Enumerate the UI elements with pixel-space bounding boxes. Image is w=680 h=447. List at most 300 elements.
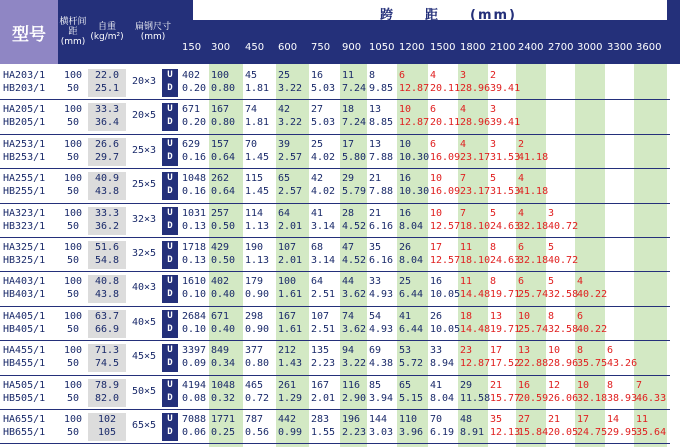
uniform-load: 13 — [518, 345, 531, 357]
model-name: HA323/1 HB323/1 — [3, 207, 46, 232]
uniform-load: 196 — [342, 414, 361, 425]
bar-pitch: 100 50 — [63, 70, 83, 94]
deflection: 1.45 — [245, 151, 270, 163]
deflection: 6.19 — [430, 427, 455, 438]
uniform-load: 849 — [211, 345, 230, 357]
deflection: 1.55 — [311, 427, 336, 438]
uniform-load: 64 — [311, 276, 324, 288]
ud-marker: U D — [162, 69, 178, 97]
deflection: 28.96 — [460, 83, 491, 94]
deflection: 5.72 — [399, 358, 424, 370]
ud-marker: U D — [162, 344, 178, 372]
deflection: 15.84 — [518, 427, 549, 438]
deflection: 8.04 — [399, 255, 424, 266]
uniform-load: 7 — [636, 379, 643, 391]
uniform-load: 33 — [430, 345, 443, 357]
deflection: 0.99 — [278, 427, 303, 438]
deflection: 12.87 — [399, 117, 430, 129]
uniform-load: 16 — [311, 70, 324, 81]
self-weight: 26.6 29.7 — [88, 138, 126, 166]
deflection: 2.90 — [342, 392, 367, 404]
ud-marker: U D — [162, 310, 178, 338]
uniform-load: 167 — [278, 310, 297, 322]
span-value: 1050 — [369, 42, 395, 53]
deflection: 5.79 — [342, 186, 367, 198]
deflection: 28.96 — [460, 117, 491, 129]
model-name: HA405/1 HB405/1 — [3, 310, 46, 335]
row-divider — [0, 271, 670, 272]
deflection: 0.20 — [182, 83, 207, 94]
deflection: 1.61 — [278, 289, 303, 301]
deflection: 12.57 — [430, 255, 461, 266]
span-value: 1500 — [430, 42, 456, 53]
uniform-load: 5 — [548, 242, 555, 253]
uniform-load: 465 — [245, 379, 264, 391]
uniform-load: 671 — [211, 310, 230, 322]
deflection: 0.16 — [182, 151, 207, 163]
uniform-load: 13 — [369, 138, 382, 150]
uniform-load: 10 — [577, 379, 590, 391]
deflection: 5.03 — [311, 117, 336, 129]
deflection: 0.13 — [182, 255, 207, 266]
uniform-load: 4 — [577, 276, 584, 288]
uniform-load: 11 — [460, 276, 473, 288]
uniform-load: 377 — [245, 345, 264, 357]
uniform-load: 13 — [369, 104, 382, 116]
uniform-load: 25 — [399, 276, 412, 288]
bar-size: 40×3 — [131, 282, 157, 294]
deflection: 8.04 — [399, 220, 424, 232]
pitch-header: 横杆间距 (mm) — [59, 17, 87, 47]
uniform-load: 442 — [278, 414, 297, 425]
model-name: HA255/1 HB255/1 — [3, 173, 46, 198]
deflection: 3.96 — [399, 427, 424, 438]
deflection: 5.03 — [311, 83, 336, 94]
uniform-load: 787 — [245, 414, 264, 425]
uniform-load: 26 — [430, 310, 443, 322]
deflection: 0.90 — [245, 289, 270, 301]
uniform-load: 2 — [518, 138, 525, 150]
deflection: 32.18 — [518, 220, 549, 232]
deflection: 0.13 — [182, 220, 207, 232]
span-value: 750 — [311, 42, 331, 53]
deflection: 18.10 — [460, 255, 491, 266]
deflection: 0.80 — [211, 117, 236, 129]
deflection: 2.01 — [311, 392, 336, 404]
deflection: 0.40 — [211, 289, 236, 301]
uniform-load: 25 — [311, 138, 324, 150]
uniform-load: 70 — [245, 138, 258, 150]
deflection: 29.95 — [607, 427, 638, 438]
row-divider — [0, 99, 670, 100]
span-value: 3300 — [607, 42, 633, 53]
uniform-load: 35 — [369, 242, 382, 253]
deflection: 20.11 — [430, 117, 461, 129]
deflection: 0.09 — [182, 358, 207, 370]
deflection: 32.18 — [577, 392, 608, 404]
bar-pitch: 100 50 — [63, 310, 83, 335]
uniform-load: 8 — [607, 379, 614, 391]
deflection: 4.02 — [311, 186, 336, 198]
deflection: 35.75 — [577, 358, 608, 370]
uniform-load: 157 — [211, 138, 230, 150]
bar-size: 25×3 — [131, 144, 157, 156]
deflection: 1.81 — [245, 83, 270, 94]
model-header: 型号 — [0, 0, 58, 64]
uniform-load: 64 — [278, 207, 291, 219]
deflection: 10.05 — [430, 289, 461, 301]
span-value: 3600 — [636, 42, 662, 53]
uniform-load: 23 — [460, 345, 473, 357]
bar-size: 65×5 — [131, 420, 157, 431]
bar-size: 32×3 — [131, 213, 157, 225]
ud-marker: U D — [162, 379, 178, 407]
uniform-load: 94 — [342, 345, 355, 357]
span-value: 2700 — [548, 42, 574, 53]
deflection: 14.48 — [460, 323, 491, 335]
bar-pitch: 100 50 — [63, 345, 83, 370]
uniform-load: 17 — [430, 242, 443, 253]
deflection: 8.04 — [430, 392, 455, 404]
uniform-load: 28 — [342, 207, 355, 219]
uniform-load: 110 — [399, 414, 418, 425]
deflection: 24.63 — [490, 220, 521, 232]
deflection: 0.34 — [211, 358, 236, 370]
uniform-load: 115 — [245, 173, 264, 185]
uniform-load: 13 — [490, 310, 503, 322]
deflection: 0.20 — [182, 117, 207, 129]
deflection: 0.10 — [182, 289, 207, 301]
uniform-load: 74 — [245, 104, 258, 116]
bar-size-header: 扁钢尺寸 (mm) — [134, 22, 171, 42]
uniform-load: 116 — [342, 379, 361, 391]
bar-size: 50×5 — [131, 385, 157, 397]
deflection: 10.30 — [399, 151, 430, 163]
deflection: 8.91 — [460, 427, 485, 438]
uniform-load: 3397 — [182, 345, 207, 357]
uniform-load: 3 — [490, 104, 497, 116]
uniform-load: 21 — [369, 207, 382, 219]
deflection: 6.16 — [369, 220, 394, 232]
row-divider — [0, 443, 670, 444]
deflection: 25.74 — [518, 323, 549, 335]
deflection: 39.41 — [490, 83, 521, 94]
deflection: 3.94 — [369, 392, 394, 404]
self-weight: 63.7 66.9 — [88, 310, 126, 338]
ud-marker: U D — [162, 103, 178, 131]
row-divider — [0, 203, 670, 204]
uniform-load: 11 — [636, 414, 649, 425]
deflection: 9.85 — [369, 83, 394, 94]
uniform-load: 4 — [460, 104, 467, 116]
uniform-load: 17 — [490, 345, 503, 357]
model-name: HA655/1 HB655/1 — [3, 414, 46, 438]
uniform-load: 167 — [211, 104, 230, 116]
uniform-load: 6 — [399, 70, 406, 81]
deflection: 7.24 — [342, 117, 367, 129]
uniform-load: 135 — [311, 345, 330, 357]
row-divider — [0, 237, 670, 238]
deflection: 4.93 — [369, 289, 394, 301]
row-divider — [0, 168, 670, 169]
deflection: 1.61 — [278, 323, 303, 335]
self-weight: 33.3 36.4 — [88, 103, 126, 131]
uniform-load: 21 — [548, 414, 561, 425]
model-name: HA455/1 HB455/1 — [3, 345, 46, 370]
deflection: 32.58 — [548, 323, 579, 335]
uniform-load: 4 — [518, 207, 525, 219]
deflection: 31.53 — [490, 186, 521, 198]
deflection: 0.90 — [245, 323, 270, 335]
deflection: 2.57 — [278, 151, 303, 163]
uniform-load: 629 — [182, 138, 201, 150]
uniform-load: 65 — [399, 379, 412, 391]
uniform-load: 10 — [518, 310, 531, 322]
deflection: 7.24 — [342, 83, 367, 94]
deflection: 3.14 — [311, 255, 336, 266]
deflection: 0.06 — [182, 427, 207, 438]
deflection: 2.23 — [342, 427, 367, 438]
span-value: 1200 — [399, 42, 425, 53]
deflection: 17.52 — [490, 358, 521, 370]
span-value: 150 — [182, 42, 202, 53]
span-label: 跨 距 (mm) — [380, 8, 517, 23]
deflection: 2.01 — [278, 255, 303, 266]
uniform-load: 107 — [278, 242, 297, 253]
uniform-load: 33 — [369, 276, 382, 288]
uniform-load: 17 — [342, 138, 355, 150]
uniform-load: 3 — [490, 138, 497, 150]
deflection: 19.71 — [490, 289, 521, 301]
uniform-load: 3 — [548, 207, 555, 219]
deflection: 3.03 — [369, 427, 394, 438]
deflection: 40.22 — [577, 289, 608, 301]
deflection: 6.44 — [399, 323, 424, 335]
self-weight: 40.9 43.8 — [88, 172, 126, 200]
deflection: 20.11 — [430, 83, 461, 94]
uniform-load: 100 — [278, 276, 297, 288]
deflection: 46.33 — [636, 392, 667, 404]
span-value: 3000 — [577, 42, 603, 53]
uniform-load: 3 — [460, 70, 467, 81]
uniform-load: 1718 — [182, 242, 207, 253]
uniform-load: 10 — [430, 207, 443, 219]
uniform-load: 54 — [369, 310, 382, 322]
deflection: 0.64 — [211, 151, 236, 163]
ud-marker: U D — [162, 207, 178, 235]
deflection: 1.81 — [245, 117, 270, 129]
uniform-load: 70 — [430, 414, 443, 425]
uniform-load: 18 — [342, 104, 355, 116]
model-name: HA203/1 HB203/1 — [3, 70, 46, 94]
uniform-load: 6 — [577, 310, 584, 322]
deflection: 40.72 — [548, 220, 579, 232]
deflection: 32.18 — [518, 255, 549, 266]
uniform-load: 190 — [245, 242, 264, 253]
ud-marker: U D — [162, 275, 178, 303]
uniform-load: 1771 — [211, 414, 236, 425]
uniform-load: 10 — [399, 138, 412, 150]
deflection: 43.26 — [607, 358, 638, 370]
uniform-load: 12 — [548, 379, 561, 391]
deflection: 0.16 — [182, 186, 207, 198]
deflection: 25.74 — [518, 289, 549, 301]
uniform-load: 283 — [311, 414, 330, 425]
uniform-load: 6 — [607, 345, 614, 357]
span-value: 2400 — [518, 42, 544, 53]
model-name: HA505/1 HB505/1 — [3, 379, 46, 404]
deflection: 14.48 — [460, 289, 491, 301]
uniform-load: 6 — [430, 138, 437, 150]
self-weight: 71.3 74.5 — [88, 344, 126, 372]
deflection: 5.80 — [342, 151, 367, 163]
uniform-load: 27 — [518, 414, 531, 425]
deflection: 12.13 — [490, 427, 521, 438]
uniform-load: 7 — [460, 173, 467, 185]
deflection: 10.30 — [399, 186, 430, 198]
uniform-load: 144 — [369, 414, 388, 425]
deflection: 41.18 — [518, 186, 549, 198]
deflection: 35.64 — [636, 427, 667, 438]
deflection: 38.93 — [607, 392, 638, 404]
uniform-load: 85 — [369, 379, 382, 391]
uniform-load: 1048 — [211, 379, 236, 391]
ud-marker: U D — [162, 172, 178, 200]
uniform-load: 261 — [278, 379, 297, 391]
uniform-load: 107 — [311, 310, 330, 322]
span-value: 2100 — [490, 42, 516, 53]
deflection: 0.32 — [211, 392, 236, 404]
uniform-load: 10 — [548, 345, 561, 357]
deflection: 0.50 — [211, 255, 236, 266]
bar-pitch: 100 50 — [63, 207, 83, 232]
uniform-load: 74 — [342, 310, 355, 322]
uniform-load: 68 — [311, 242, 324, 253]
uniform-load: 6 — [518, 276, 525, 288]
deflection: 3.62 — [342, 289, 367, 301]
deflection: 3.62 — [342, 323, 367, 335]
uniform-load: 2 — [490, 70, 497, 81]
uniform-load: 11 — [460, 242, 473, 253]
uniform-load: 2684 — [182, 310, 207, 322]
bar-size: 20×3 — [131, 76, 157, 87]
bar-pitch: 100 50 — [63, 242, 83, 266]
ud-marker: U D — [162, 413, 178, 441]
deflection: 4.52 — [342, 220, 367, 232]
uniform-load: 100 — [211, 70, 230, 81]
self-weight: 40.8 43.8 — [88, 275, 126, 303]
deflection: 2.01 — [278, 220, 303, 232]
uniform-load: 5 — [548, 276, 555, 288]
deflection: 20.05 — [548, 427, 579, 438]
deflection: 0.80 — [245, 358, 270, 370]
uniform-load: 6 — [518, 242, 525, 253]
bar-pitch: 100 50 — [63, 138, 83, 163]
deflection: 3.14 — [311, 220, 336, 232]
uniform-load: 69 — [369, 345, 382, 357]
span-value: 1800 — [460, 42, 486, 53]
uniform-load: 39 — [278, 138, 291, 150]
uniform-load: 42 — [311, 173, 324, 185]
uniform-load: 429 — [211, 242, 230, 253]
uniform-load: 14 — [607, 414, 620, 425]
uniform-load: 6 — [430, 104, 437, 116]
deflection: 22.88 — [518, 358, 549, 370]
uniform-load: 5 — [490, 207, 497, 219]
bar-size: 45×5 — [131, 351, 157, 363]
deflection: 10.05 — [430, 323, 461, 335]
uniform-load: 27 — [311, 104, 324, 116]
ud-marker: U D — [162, 138, 178, 166]
deflection: 1.13 — [245, 255, 270, 266]
deflection: 24.75 — [577, 427, 608, 438]
bar-size: 32×5 — [131, 248, 157, 259]
model-name: HA325/1 HB325/1 — [3, 242, 46, 266]
uniform-load: 8 — [490, 242, 497, 253]
model-name: HA205/1 HB205/1 — [3, 104, 46, 129]
uniform-load: 10 — [430, 173, 443, 185]
deflection: 20.59 — [518, 392, 549, 404]
deflection: 40.72 — [548, 255, 579, 266]
deflection: 0.40 — [211, 323, 236, 335]
uniform-load: 16 — [399, 173, 412, 185]
uniform-load: 114 — [245, 207, 264, 219]
span-value: 450 — [245, 42, 265, 53]
uniform-load: 402 — [211, 276, 230, 288]
uniform-load: 4 — [460, 138, 467, 150]
uniform-load: 4 — [518, 173, 525, 185]
self-weight: 78.9 82.0 — [88, 379, 126, 407]
uniform-load: 5 — [490, 173, 497, 185]
deflection: 8.94 — [430, 358, 455, 370]
deflection: 5.15 — [399, 392, 424, 404]
bar-pitch: 100 50 — [63, 379, 83, 404]
uniform-load: 16 — [518, 379, 531, 391]
uniform-load: 41 — [311, 207, 324, 219]
deflection: 2.57 — [278, 186, 303, 198]
uniform-load: 47 — [342, 242, 355, 253]
uniform-load: 4 — [430, 70, 437, 81]
deflection: 3.22 — [278, 117, 303, 129]
self-weight: 102 105 — [88, 413, 126, 441]
uniform-load: 1610 — [182, 276, 207, 288]
uniform-load: 48 — [460, 414, 473, 425]
deflection: 0.80 — [211, 83, 236, 94]
uniform-load: 7 — [460, 207, 467, 219]
uniform-load: 1048 — [182, 173, 207, 185]
deflection: 18.10 — [460, 220, 491, 232]
uniform-load: 16 — [430, 276, 443, 288]
uniform-load: 44 — [342, 276, 355, 288]
deflection: 19.71 — [490, 323, 521, 335]
uniform-load: 10 — [399, 104, 412, 116]
model-name: HA403/1 HB403/1 — [3, 276, 46, 301]
deflection: 12.87 — [460, 358, 491, 370]
uniform-load: 41 — [430, 379, 443, 391]
uniform-load: 167 — [311, 379, 330, 391]
row-divider — [0, 134, 670, 135]
uniform-load: 11 — [342, 70, 355, 81]
deflection: 32.58 — [548, 289, 579, 301]
span-value: 600 — [278, 42, 298, 53]
deflection: 31.53 — [490, 151, 521, 163]
deflection: 23.17 — [460, 151, 491, 163]
uniform-load: 257 — [211, 207, 230, 219]
span-value: 300 — [211, 42, 231, 53]
deflection: 0.50 — [211, 220, 236, 232]
deflection: 28.96 — [548, 358, 579, 370]
bar-size: 20×5 — [131, 110, 157, 122]
